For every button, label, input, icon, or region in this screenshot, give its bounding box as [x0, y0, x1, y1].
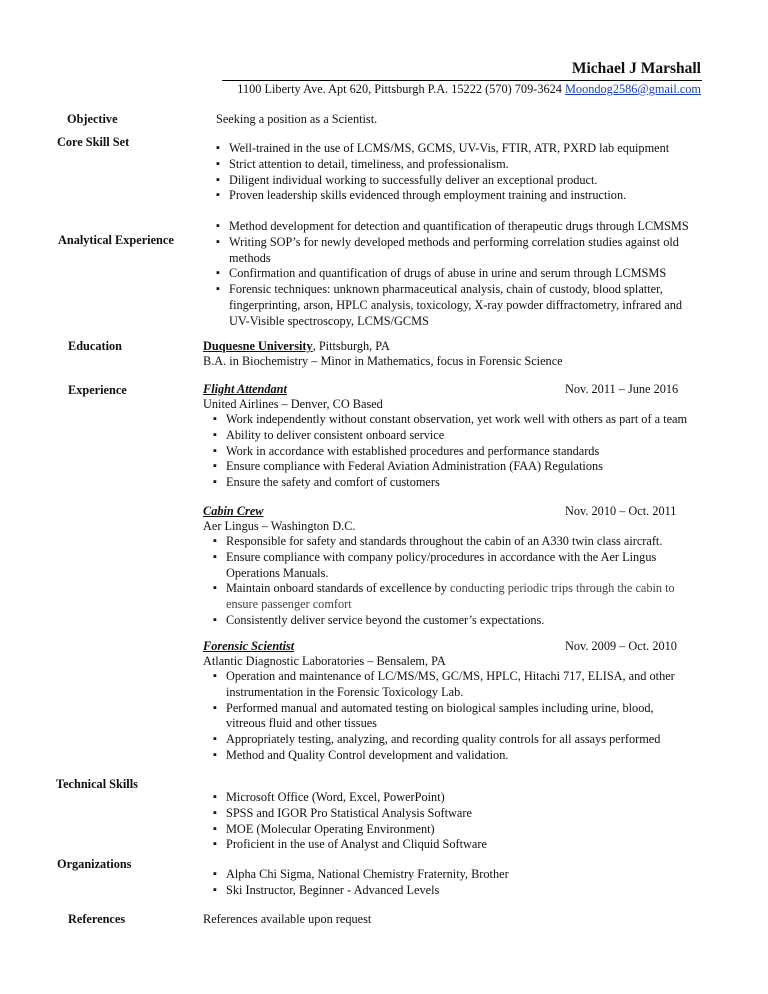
job-dates: Nov. 2011 – June 2016	[565, 382, 679, 396]
email-link[interactable]: Moondog2586@gmail.com	[565, 82, 701, 96]
list-item: ▪ Work independently without constant observation, yet work well with others as part of a team	[213, 412, 713, 428]
technical-label: Technical Skills	[56, 777, 138, 791]
list-item: ▪ Consistently deliver service beyond the customer’s expectations.	[213, 613, 693, 629]
list-item: ▪ Microsoft Office (Word, Excel, PowerPoint)	[213, 790, 693, 806]
job-duties-list	[213, 669, 693, 764]
list-item: ▪ Ensure compliance with company policy/procedures in accordance with the Aer Lingus Operations Manuals.	[213, 550, 693, 582]
technical-list	[213, 790, 693, 853]
objective-label: Objective	[67, 112, 118, 126]
contact-line	[0, 81, 701, 97]
job-title: Cabin Crew	[203, 504, 264, 518]
list-item: ▪ Ski Instructor, Beginner - Advanced Levels	[213, 883, 693, 899]
job-title: Flight Attendant	[203, 382, 287, 396]
core-skills-list	[216, 141, 706, 204]
duty-text: Maintain onboard standards of excellence by	[226, 581, 450, 596]
analytical-label: Analytical Experience	[58, 233, 174, 247]
list-item: ▪ Confirmation and quantification of drugs of abuse in urine and serum through LCMSMS	[216, 266, 702, 282]
list-item: ▪ Diligent individual working to successfully deliver an exceptional product.	[216, 173, 706, 189]
list-item	[213, 581, 693, 613]
job-company: United Airlines – Denver, CO Based	[203, 397, 383, 411]
list-item: ▪ Ensure compliance with Federal Aviation Administration (FAA) Regulations	[213, 459, 713, 475]
applicant-name: Michael J Marshall	[571, 60, 701, 77]
analytical-list	[216, 219, 702, 330]
list-item: ▪ MOE (Molecular Operating Environment)	[213, 822, 693, 838]
job-duties-list	[213, 412, 713, 491]
job-title: Forensic Scientist	[203, 639, 295, 653]
list-item: ▪ Ability to deliver consistent onboard service	[213, 428, 713, 444]
job-company: Atlantic Diagnostic Laboratories – Bensalem, PA	[203, 654, 446, 668]
school-location: , Pittsburgh, PA	[312, 339, 390, 353]
list-item: ▪ SPSS and IGOR Pro Statistical Analysis Software	[213, 806, 693, 822]
list-item: ▪ Appropriately testing, analyzing, and recording quality controls for all assays performed	[213, 732, 693, 748]
list-item: ▪ Writing SOP’s for newly developed methods and performing correlation studies against old methods	[216, 235, 702, 267]
list-item: ▪ Performed manual and automated testing on biological samples including urine, blood, vitreous fluid and other tissues	[213, 701, 693, 733]
organizations-list	[213, 867, 693, 899]
list-item: ▪ Proficient in the use of Analyst and Cliquid Software	[213, 837, 693, 853]
list-item: ▪ Well-trained in the use of LCMS/MS, GCMS, UV-Vis, FTIR, ATR, PXRD lab equipment	[216, 141, 706, 157]
address: 1100 Liberty Ave. Apt 620, Pittsburgh P.A. 15222 (570) 709-3624	[237, 82, 562, 96]
list-item: ▪ Operation and maintenance of LC/MS/MS, GC/MS, HPLC, Hitachi 717, ELISA, and other instrumentation in the Forensic Toxicology Lab.	[213, 669, 693, 701]
education-school-line	[203, 338, 390, 354]
experience-label: Experience	[68, 383, 127, 397]
job-dates: Nov. 2009 – Oct. 2010	[565, 639, 677, 653]
degree: B.A. in Biochemistry – Minor in Mathematics, focus in Forensic Science	[203, 354, 563, 368]
list-item: ▪ Method and Quality Control development and validation.	[213, 748, 693, 764]
core-skills-label: Core Skill Set	[57, 135, 130, 149]
list-item: ▪ Strict attention to detail, timeliness, and professionalism.	[216, 157, 706, 173]
job-duties-list	[213, 534, 693, 629]
organizations-label: Organizations	[57, 857, 132, 871]
job-company: Aer Lingus – Washington D.C.	[203, 519, 356, 533]
references-text: References available upon request	[203, 912, 372, 926]
list-item: ▪ Method development for detection and quantification of therapeutic drugs through LCMSMS	[216, 219, 702, 235]
duty-text-gray: conducting periodic trips through the cabin to ensure passenger comfort	[226, 581, 675, 612]
list-item: ▪ Responsible for safety and standards throughout the cabin of an A330 twin class aircraft.	[213, 534, 693, 550]
list-item: ▪ Ensure the safety and comfort of customers	[213, 475, 713, 491]
list-item: ▪ Proven leadership skills evidenced through employment training and instruction.	[216, 188, 706, 204]
education-label: Education	[68, 339, 122, 353]
list-item: ▪ Work in accordance with established procedures and performance standards	[213, 444, 713, 460]
list-item: ▪ Forensic techniques: unknown pharmaceutical analysis, chain of custody, blood splatter, fingerprinting, arson, HPLC analysis, toxicology, X-ray powder diffractometry, infrared and UV-Visible spectroscopy, LCMS/GCMS	[216, 282, 702, 329]
references-label: References	[68, 912, 126, 926]
list-item: ▪ Alpha Chi Sigma, National Chemistry Fraternity, Brother	[213, 867, 693, 883]
objective-text: Seeking a position as a Scientist.	[216, 112, 378, 126]
job-dates: Nov. 2010 – Oct. 2011	[565, 504, 677, 518]
school-name: Duquesne University	[203, 339, 313, 353]
